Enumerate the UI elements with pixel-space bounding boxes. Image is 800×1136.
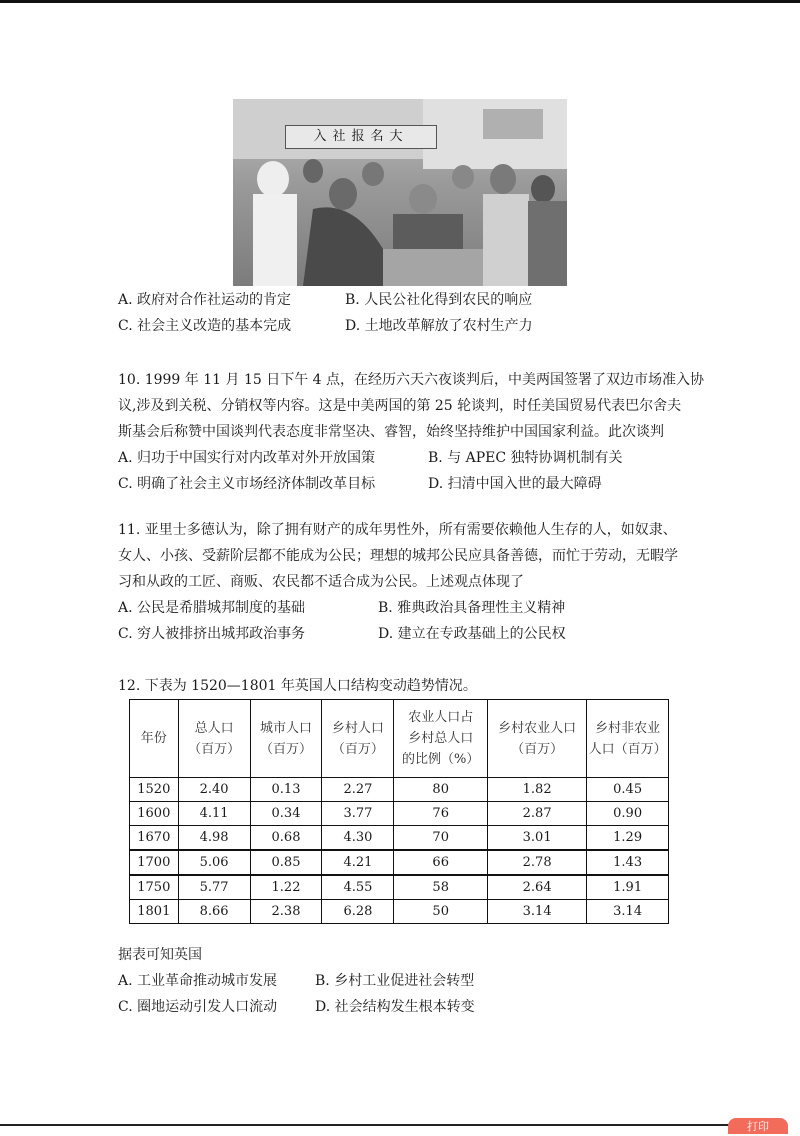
q10-line-1: 10. 1999 年 11 月 15 日下午 4 点，在经历六天六夜谈判后，中美两国签署了双边市场准入协 [118, 372, 705, 388]
print-button[interactable]: 打印 [728, 1118, 788, 1134]
q10-option-d: D. 扫清中国入世的最大障碍 [428, 476, 602, 492]
cell: 1.43 [587, 850, 669, 875]
cell: 4.11 [178, 802, 250, 826]
cell: 66 [394, 850, 488, 875]
table-row [130, 802, 669, 826]
cell: 4.21 [322, 850, 394, 875]
q10-option-c: C. 明确了社会主义市场经济体制改革目标 [118, 476, 376, 492]
header-urban: 城市人口 （百万） [250, 700, 322, 778]
table-row [130, 778, 669, 802]
enrollment-sign: 入社报名大 [285, 125, 437, 149]
cell: 58 [394, 875, 488, 900]
historical-photo [233, 99, 567, 286]
cell: 1600 [130, 802, 179, 826]
cell: 2.27 [322, 778, 394, 802]
header-year: 年份 [130, 700, 179, 778]
cell: 3.77 [322, 802, 394, 826]
q11-option-c: C. 穷人被排挤出城邦政治事务 [118, 626, 306, 642]
q10-line-3: 斯基会后称赞中国谈判代表态度非常坚决、睿智，始终坚持维护中国国家利益。此次谈判 [118, 424, 664, 440]
cell: 2.87 [488, 802, 587, 826]
cell: 1.29 [587, 826, 669, 851]
cell: 80 [394, 778, 488, 802]
cell: 3.01 [488, 826, 587, 851]
q9-option-d: D. 土地改革解放了农村生产力 [345, 318, 533, 334]
cell: 1801 [130, 900, 179, 924]
cell: 0.85 [250, 850, 322, 875]
header-rural: 乡村人口 （百万） [322, 700, 394, 778]
q12-option-a: A. 工业革命推动城市发展 [118, 973, 278, 989]
cell: 1700 [130, 850, 179, 875]
cell: 0.68 [250, 826, 322, 851]
q10-line-2: 议,涉及到关税、分销权等内容。这是中美两国的第 25 轮谈判，时任美国贸易代表巴尔舍夫 [118, 398, 682, 414]
cell: 3.14 [488, 900, 587, 924]
q11-line-1: 11. 亚里士多德认为，除了拥有财产的成年男性外，所有需要依赖他人生存的人，如奴隶、 [118, 522, 677, 538]
q12-stem: 据表可知英国 [118, 947, 202, 963]
q12-option-d: D. 社会结构发生根本转变 [315, 999, 475, 1015]
cell: 70 [394, 826, 488, 851]
q11-option-a: A. 公民是希腊城邦制度的基础 [118, 600, 306, 616]
cell: 0.13 [250, 778, 322, 802]
cell: 2.64 [488, 875, 587, 900]
cell: 0.90 [587, 802, 669, 826]
q12-option-c: C. 圈地运动引发人口流动 [118, 999, 278, 1015]
q11-line-3: 习和从政的工匠、商贩、农民都不适合成为公民。上述观点体现了 [118, 574, 524, 590]
cell: 1520 [130, 778, 179, 802]
cell: 5.77 [178, 875, 250, 900]
cell: 2.40 [178, 778, 250, 802]
cell: 1.91 [587, 875, 669, 900]
cell: 4.55 [322, 875, 394, 900]
cell: 1.22 [250, 875, 322, 900]
cell: 1750 [130, 875, 179, 900]
q12-intro: 12. 下表为 1520—1801 年英国人口结构变动趋势情况。 [118, 678, 477, 694]
cell: 1.82 [488, 778, 587, 802]
cell: 0.45 [587, 778, 669, 802]
table-row [130, 875, 669, 900]
q9-option-b: B. 人民公社化得到农民的响应 [345, 292, 533, 308]
cell: 1670 [130, 826, 179, 851]
q9-option-c: C. 社会主义改造的基本完成 [118, 318, 292, 334]
cell: 0.34 [250, 802, 322, 826]
cell: 76 [394, 802, 488, 826]
header-rural-agri: 乡村农业人口 （百万） [488, 700, 587, 778]
cell: 4.98 [178, 826, 250, 851]
table-row [130, 826, 669, 851]
cell: 2.38 [250, 900, 322, 924]
table-row [130, 850, 669, 875]
q11-option-d: D. 建立在专政基础上的公民权 [378, 626, 566, 642]
cell: 50 [394, 900, 488, 924]
header-agri-ratio: 农业人口占 乡村总人口 的比例（%） [394, 700, 488, 778]
header-rural-nonagri: 乡村非农业 人口（百万） [587, 700, 669, 778]
bottom-border [0, 1124, 760, 1126]
header-total: 总人口 （百万） [178, 700, 250, 778]
cell: 8.66 [178, 900, 250, 924]
q10-option-b: B. 与 APEC 独特协调机制有关 [428, 450, 623, 466]
top-border [0, 0, 800, 3]
q10-option-a: A. 归功于中国实行对内改革对外开放国策 [118, 450, 376, 466]
table-header-row [130, 700, 669, 778]
q11-line-2: 女人、小孩、受薪阶层都不能成为公民；理想的城邦公民应具备善德，而忙于劳动，无暇学 [118, 548, 678, 564]
cell: 5.06 [178, 850, 250, 875]
q9-option-a: A. 政府对合作社运动的肯定 [118, 292, 292, 308]
cell: 2.78 [488, 850, 587, 875]
cell: 4.30 [322, 826, 394, 851]
q11-option-b: B. 雅典政治具备理性主义精神 [378, 600, 566, 616]
population-table [129, 699, 669, 924]
cell: 3.14 [587, 900, 669, 924]
q12-option-b: B. 乡村工业促进社会转型 [315, 973, 475, 989]
table-row [130, 900, 669, 924]
cell: 6.28 [322, 900, 394, 924]
